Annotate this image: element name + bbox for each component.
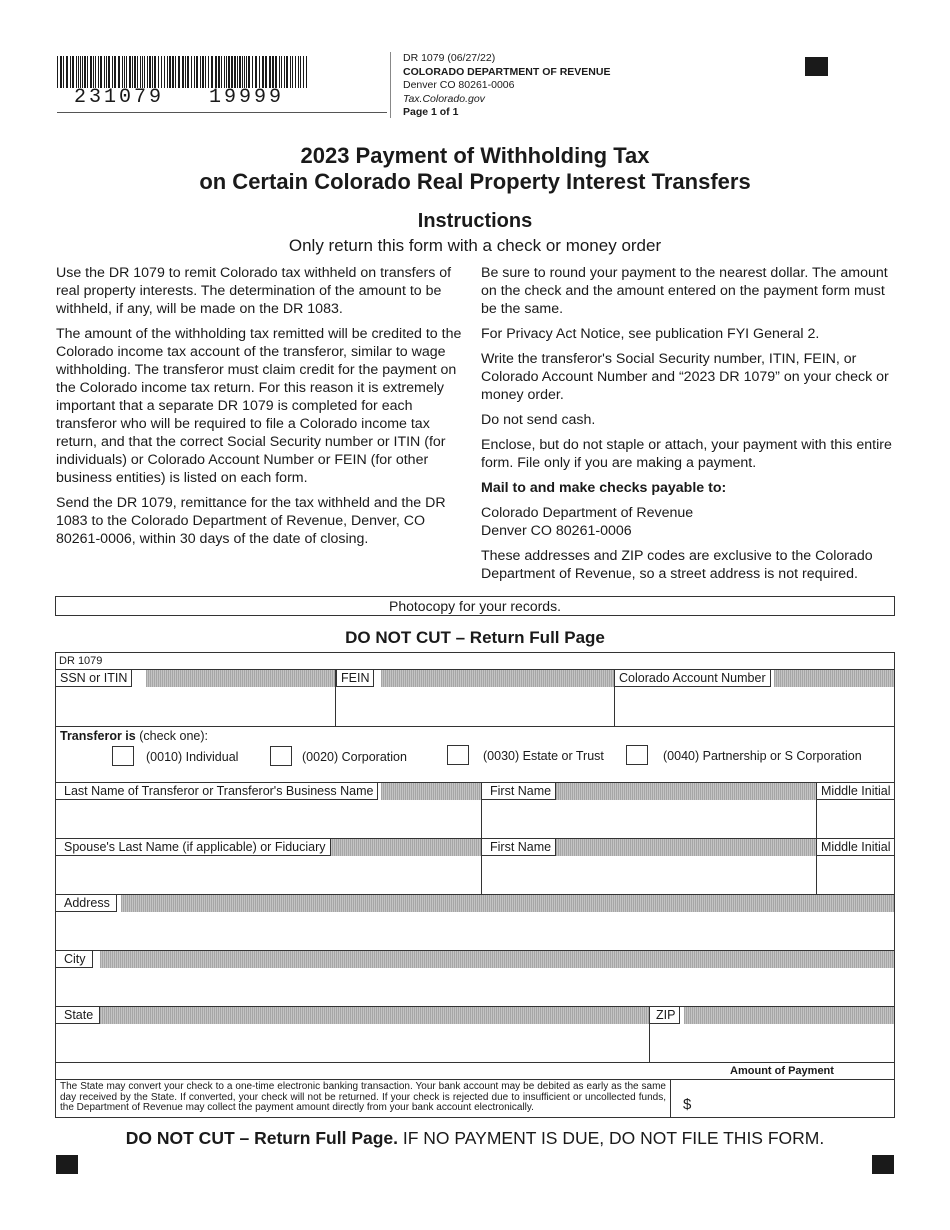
checkbox-estate-trust[interactable] <box>447 745 469 765</box>
barcode-bar <box>152 56 153 88</box>
barcode-bar <box>129 56 131 88</box>
barcode-bar <box>205 56 206 88</box>
spouse-name-label: Spouse's Last Name (if applicable) or Fiduciary <box>56 839 331 856</box>
do-not-cut-heading: DO NOT CUT – Return Full Page <box>345 628 605 647</box>
barcode-bar <box>70 56 71 88</box>
barcode-number-left: 231079 <box>74 86 165 109</box>
payment-form <box>55 652 895 1118</box>
barcode-bar <box>144 56 145 88</box>
footer-notice <box>0 1128 950 1149</box>
shade-bar <box>556 783 816 800</box>
barcode-bar <box>185 56 186 88</box>
barcode-bar <box>224 56 225 88</box>
barcode-bar <box>231 56 233 88</box>
barcode-bar <box>84 56 86 88</box>
barcode-bar <box>292 56 293 88</box>
barcode-bar <box>57 56 58 88</box>
registration-mark-bottom-left <box>56 1155 78 1174</box>
fein-input[interactable] <box>338 691 612 724</box>
transferor-is-rest: (check one): <box>135 729 208 743</box>
barcode-bar <box>112 56 113 88</box>
city-label: City <box>56 951 93 968</box>
barcode-bar <box>76 56 77 88</box>
barcode-bar <box>187 56 189 88</box>
instructions-right-p5: Enclose, but do not staple or attach, your payment with this entire form. File only if you are making a payment. <box>481 437 892 471</box>
registration-mark-bottom-right <box>872 1155 894 1174</box>
barcode-bar <box>300 56 301 88</box>
barcode-bar <box>248 56 250 88</box>
barcode-bar <box>80 56 81 88</box>
instructions-subtitle: Only return this form with a check or money order <box>288 236 662 255</box>
barcode-bar <box>226 56 227 88</box>
barcode-bar <box>147 56 148 88</box>
barcode-bar <box>169 56 171 88</box>
barcode-bar <box>178 56 180 88</box>
divider <box>481 783 482 839</box>
instructions-left-p3: Send the DR 1079, remittance for the tax withheld and the DR 1083 to the Colorado Department of Revenue, Denver, CO 80261-0006, within 30 days of the date of closing. <box>56 495 446 547</box>
shade-bar <box>774 670 894 687</box>
barcode-bar <box>269 56 271 88</box>
barcode-bar <box>60 56 62 88</box>
barcode-bar <box>218 56 220 88</box>
barcode-bar <box>275 56 277 88</box>
spouse-middle-initial-input[interactable] <box>819 859 892 893</box>
instructions-left-p2: The amount of the withholding tax remitted will be credited to the Colorado income tax account of the transferor, similar to wage withholding. The transferor must claim credit for the payment on the Colorado income tax return. For this reason it is extremely important that a separate DR 1079 is completed for each transferor who will be required to file a Colorado income tax return, and that the correct Social Security number or ITIN (for individuals) or Colorado Account Number or FEIN (for other business entities) is listed on each form. <box>56 326 462 486</box>
barcode-bar <box>202 56 204 88</box>
ssn-input[interactable] <box>58 691 333 724</box>
barcode-bar <box>244 56 245 88</box>
barcode-bar <box>98 56 99 88</box>
barcode-bar <box>118 56 120 88</box>
fein-label: FEIN <box>336 670 374 687</box>
mail-heading: Mail to and make checks payable to: <box>481 480 727 496</box>
shade-bar <box>381 670 614 687</box>
barcode-bar <box>172 56 174 88</box>
barcode-bar <box>106 56 107 88</box>
barcode-bar <box>66 56 68 88</box>
barcode-bar <box>158 56 159 88</box>
barcode-bar <box>134 56 136 88</box>
instructions-left-p1: Use the DR 1079 to remit Colorado tax withheld on transfers of real property interests. The determination of the amount to be withheld, if any, will be made on the DR 1083. <box>56 265 452 317</box>
barcode-bar <box>126 56 127 88</box>
barcode-bar <box>272 56 274 88</box>
footer-bold: DO NOT CUT – Return Full Page. <box>125 1128 399 1148</box>
department-name: COLORADO DEPARTMENT OF REVENUE <box>403 65 611 78</box>
state-label: State <box>56 1007 100 1024</box>
barcode-bar <box>295 56 296 88</box>
barcode-bar <box>161 56 162 88</box>
barcode-bar <box>284 56 285 88</box>
colorado-account-input[interactable] <box>617 691 892 724</box>
first-name-label: First Name <box>481 783 556 800</box>
barcode-bar <box>167 56 168 88</box>
option-partnership-label: (0040) Partnership or S Corporation <box>663 749 862 763</box>
barcode-bar <box>211 56 213 88</box>
barcode-bar <box>137 56 138 88</box>
page-number: Page 1 of 1 <box>403 106 459 118</box>
amount-of-payment-input[interactable] <box>701 1083 891 1115</box>
instructions-right-p4: Do not send cash. <box>481 412 596 428</box>
instructions-heading: Instructions <box>417 210 533 232</box>
shade-bar <box>146 670 336 687</box>
mail-line-1: Colorado Department of Revenue <box>481 505 694 521</box>
city-input[interactable] <box>58 971 892 1005</box>
spouse-middle-initial-label: Middle Initial <box>816 839 894 856</box>
barcode-bar <box>63 56 64 88</box>
electronic-conversion-disclaimer: The State may convert your check to a one-time electronic banking transaction. Your bank account may be debited as early as the same day received by the State. If converted, your check will not be returned. If your check is rejected due to insufficient or uncollected funds, the Department of Revenue may collect the payment amount directly from your bank account electronically. <box>60 1081 666 1113</box>
zip-label: ZIP <box>649 1007 680 1024</box>
barcode-bar <box>290 56 291 88</box>
spouse-first-name-label: First Name <box>481 839 556 856</box>
divider <box>481 839 482 895</box>
divider <box>56 726 894 727</box>
photocopy-notice: Photocopy for your records. <box>55 596 895 616</box>
barcode-bar <box>164 56 165 88</box>
barcode-bar <box>221 56 222 88</box>
shade-bar <box>326 839 481 856</box>
barcode-bar <box>228 56 230 88</box>
divider <box>670 1079 671 1117</box>
last-name-input[interactable] <box>58 803 478 837</box>
instructions-left-column <box>56 264 469 555</box>
shade-bar <box>684 1007 894 1024</box>
barcode-bar <box>142 56 143 88</box>
barcode-bar <box>281 56 282 88</box>
footer-rest: IF NO PAYMENT IS DUE, DO NOT FILE THIS FORM. <box>398 1128 825 1148</box>
barcode-bar <box>252 56 253 88</box>
divider <box>816 783 817 839</box>
divider <box>649 1007 650 1063</box>
barcode-bar <box>82 56 83 88</box>
transferor-is-bold: Transferor is <box>60 729 136 743</box>
spouse-first-name-input[interactable] <box>484 859 814 893</box>
option-individual-label: (0010) Individual <box>146 750 239 764</box>
barcode-bar <box>246 56 247 88</box>
barcode-bar <box>262 56 264 88</box>
shade-bar <box>381 783 481 800</box>
transferor-is-label <box>60 729 208 743</box>
checkbox-partnership[interactable] <box>626 745 648 765</box>
shade-bar <box>100 1007 649 1024</box>
barcode-bar <box>303 56 304 88</box>
barcode-bar <box>200 56 201 88</box>
instructions-right-p3: Write the transferor's Social Security number, ITIN, FEIN, or Colorado Account Number and “2023 DR 1079” on your check or money order. <box>481 351 889 403</box>
barcode-bar <box>215 56 217 88</box>
form-id: DR 1079 (06/27/22) <box>403 52 496 64</box>
divider <box>56 1062 894 1063</box>
address-input[interactable] <box>58 915 892 949</box>
divider <box>56 1079 670 1080</box>
instructions-right-p1: Be sure to round your payment to the nearest dollar. The amount on the check and the amount entered on the payment form must be the same. <box>481 265 888 317</box>
divider <box>614 670 615 726</box>
barcode-bar <box>149 56 151 88</box>
barcode-bar <box>182 56 184 88</box>
barcode-bar <box>196 56 198 88</box>
spouse-name-input[interactable] <box>58 859 478 893</box>
barcode-bar <box>108 56 110 88</box>
zip-input[interactable] <box>652 1027 892 1061</box>
first-name-input[interactable] <box>484 803 814 837</box>
shade-bar <box>121 895 894 912</box>
barcode-bar <box>175 56 176 88</box>
state-input[interactable] <box>58 1027 646 1061</box>
dollar-sign: $ <box>683 1096 692 1113</box>
barcode-bar <box>100 56 102 88</box>
website: Tax.Colorado.gov <box>403 92 485 105</box>
divider <box>335 670 336 726</box>
barcode-bar <box>140 56 141 88</box>
divider <box>816 839 817 895</box>
barcode-bar <box>104 56 105 88</box>
title-line-2: on Certain Colorado Real Property Interest Transfers <box>199 169 751 194</box>
barcode <box>57 56 309 88</box>
barcode-bar <box>122 56 123 88</box>
barcode-bar <box>298 56 299 88</box>
middle-initial-label: Middle Initial <box>816 783 894 800</box>
barcode-bar <box>90 56 92 88</box>
address-label: Address <box>56 895 117 912</box>
barcode-bar <box>93 56 94 88</box>
barcode-bar <box>239 56 241 88</box>
barcode-bar <box>72 56 74 88</box>
barcode-bar <box>87 56 88 88</box>
department-city: Denver CO 80261-0006 <box>403 79 515 91</box>
barcode-bar <box>124 56 125 88</box>
barcode-number <box>74 86 284 109</box>
instructions-right-p2: For Privacy Act Notice, see publication FYI General 2. <box>481 326 820 342</box>
checkbox-corporation[interactable] <box>270 746 292 766</box>
shade-bar <box>556 839 816 856</box>
barcode-bar <box>154 56 156 88</box>
barcode-bar <box>255 56 257 88</box>
checkbox-individual[interactable] <box>112 746 134 766</box>
title-line-1: 2023 Payment of Withholding Tax <box>300 143 650 168</box>
registration-mark-top-right <box>805 57 828 76</box>
option-estate-trust-label: (0030) Estate or Trust <box>483 749 604 763</box>
barcode-underline <box>57 112 387 113</box>
barcode-bar <box>194 56 195 88</box>
form-header <box>390 52 610 118</box>
barcode-bar <box>286 56 288 88</box>
last-name-label: Last Name of Transferor or Transferor's Business Name <box>56 783 378 800</box>
barcode-bar <box>242 56 243 88</box>
barcode-bar <box>95 56 96 88</box>
mail-line-2: Denver CO 80261-0006 <box>481 523 632 539</box>
instructions-right-p6: These addresses and ZIP codes are exclusive to the Colorado Department of Revenue, so a street address is not required. <box>481 548 873 582</box>
ssn-label: SSN or ITIN <box>56 670 132 687</box>
amount-of-payment-label: Amount of Payment <box>730 1065 834 1077</box>
barcode-bar <box>259 56 260 88</box>
option-corporation-label: (0020) Corporation <box>302 750 407 764</box>
middle-initial-input[interactable] <box>819 803 892 837</box>
barcode-bar <box>237 56 238 88</box>
barcode-bar <box>306 56 307 88</box>
barcode-bar <box>279 56 280 88</box>
colorado-account-label: Colorado Account Number <box>614 670 771 687</box>
barcode-bar <box>234 56 236 88</box>
barcode-bar <box>132 56 133 88</box>
divider <box>670 1079 894 1080</box>
barcode-bar <box>78 56 79 88</box>
shade-bar <box>100 951 894 968</box>
barcode-bar <box>265 56 267 88</box>
barcode-bar <box>191 56 192 88</box>
barcode-bar <box>114 56 116 88</box>
barcode-bar <box>208 56 209 88</box>
instructions-right-column <box>481 264 893 590</box>
form-label: DR 1079 <box>59 655 103 667</box>
barcode-number-right: 19999 <box>209 86 285 109</box>
